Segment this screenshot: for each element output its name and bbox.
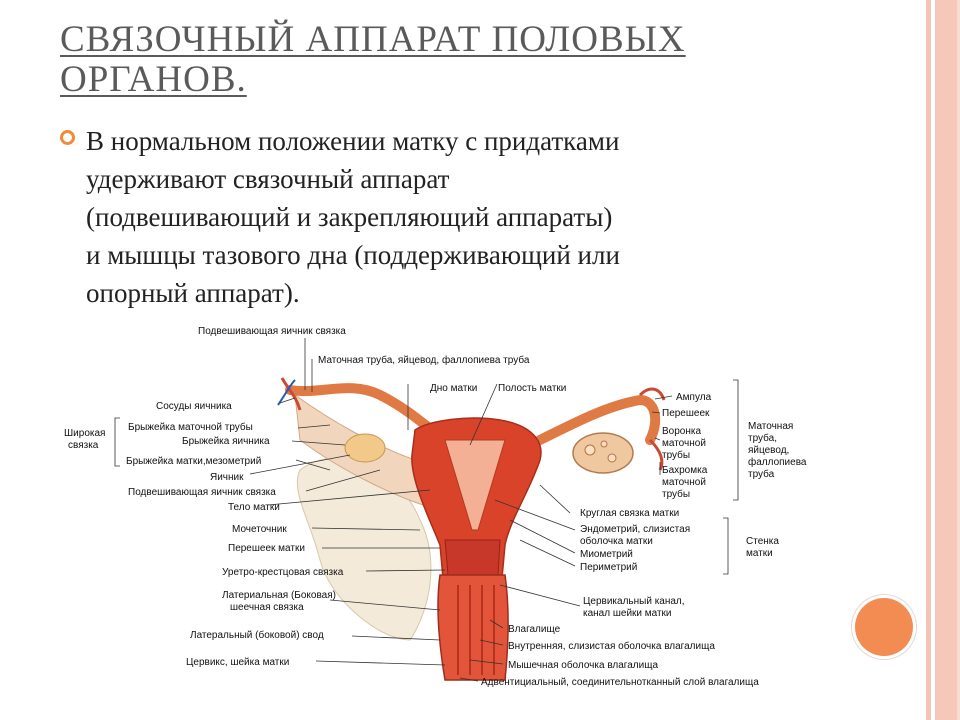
label-lateral-fornix: Латеральный (боковой) свод [190,630,324,641]
label-cervical-canal-1: Цервикальный канал, [583,596,685,607]
label-infundibulum-2: маточной [662,438,706,449]
label-lateral-cervical-2: шеечная связка [230,602,304,613]
bullet-line: опорный аппарат). [86,278,300,308]
label-endometrium-1: Эндометрий, слизистая [580,524,691,535]
slide-title-line1: СВЯЗОЧНЫЙ АППАРАТ ПОЛОВЫХ [60,19,686,60]
label-fallopian-tube: Маточная труба, яйцевод, фаллопиева труба [318,355,530,366]
bullet-line: удерживают связочный аппарат [86,164,450,194]
label-myometrium: Миометрий [580,549,633,560]
label-mesosalpinx: Брыжейка маточной трубы [128,422,253,433]
label-lateral-cervical-1: Латериальная (Боковая) [222,590,336,601]
bullet-line: В нормальном положении матку с придатками [86,126,620,156]
ovary-follicle [585,445,595,455]
bullet-line: (подвешивающий и закрепляющий аппараты) [86,202,613,232]
label-cavity: Полость матки [498,383,567,394]
label-suspensory-ovary: Подвешивающая яичник связка [128,487,276,498]
label-tube-group-3: яйцевод, [748,445,790,456]
right-ovary [573,433,633,473]
label-mesometrium: Брыжейка матки,мезометрий [126,456,262,467]
label-endometrium-2: оболочка матки [580,536,653,547]
label-mesovarium: Брыжейка яичника [182,436,270,447]
ovary-follicle [608,454,616,462]
label-fundus: Дно матки [430,383,478,394]
stripe-wide [935,0,957,720]
left-ovary [345,434,385,462]
slide-title [60,20,820,100]
label-uterine-body: Тело матки [228,502,280,513]
label-suspensory-ovary-top: Подвешивающая яичник связка [198,326,346,337]
label-wall-group-1: Стенка [746,536,779,547]
slide-title-line2: ОРГАНОВ. [60,59,247,100]
label-ovary: Яичник [210,472,244,483]
bullet-text [86,122,830,312]
bullet-line: и мышцы тазового дна (поддерживающий или [86,240,620,270]
vagina [438,575,508,680]
label-ureter: Мочеточник [232,524,287,535]
bullet-ring-icon [60,130,75,145]
side-stripes [926,0,960,720]
label-cervix: Цервикс, шейка матки [186,657,290,668]
stripe-thin [926,0,931,720]
label-tube-group-2: труба, [748,433,777,444]
label-tube-isthmus: Перешеек [662,408,710,419]
label-uterosacral: Уретро-крестцовая связка [222,567,344,578]
label-fimbriae-1: Бахромка [662,465,708,476]
anatomy-diagram [0,310,860,720]
label-fimbriae-2: маточной [662,477,706,488]
label-tube-group-5: труба [748,469,775,480]
label-ampulla: Ампула [676,392,712,403]
label-vagina-adventitia: Адвентициальный, соединительнотканный слой влагалища [481,677,759,688]
label-round-ligament: Круглая связка матки [580,508,680,519]
label-vagina-muscle: Мышечная оболочка влагалища [508,660,658,671]
label-isthmus: Перешеек матки [228,543,305,554]
label-infundibulum-1: Воронка [662,426,702,437]
label-ovarian-vessels: Сосуды яичника [156,401,232,412]
label-perimetrium: Периметрий [580,562,638,573]
label-vagina: Влагалище [508,624,561,635]
cervix [445,540,500,575]
label-vagina-mucosa: Внутренняя, слизистая оболочка влагалища [508,641,715,652]
label-broad-ligament-2: связка [68,440,99,451]
label-tube-group-1: Маточная [748,421,794,432]
label-tube-group-4: фаллопиева [748,457,807,468]
label-wall-group-2: матки [746,548,773,559]
label-broad-ligament-1: Широкая [64,428,106,439]
decorative-orange-circle [855,598,913,656]
ovary-follicle [601,441,607,447]
label-infundibulum-3: трубы [662,450,691,461]
label-fimbriae-3: трубы [662,489,691,500]
label-cervical-canal-2: канал шейки матки [583,608,672,619]
